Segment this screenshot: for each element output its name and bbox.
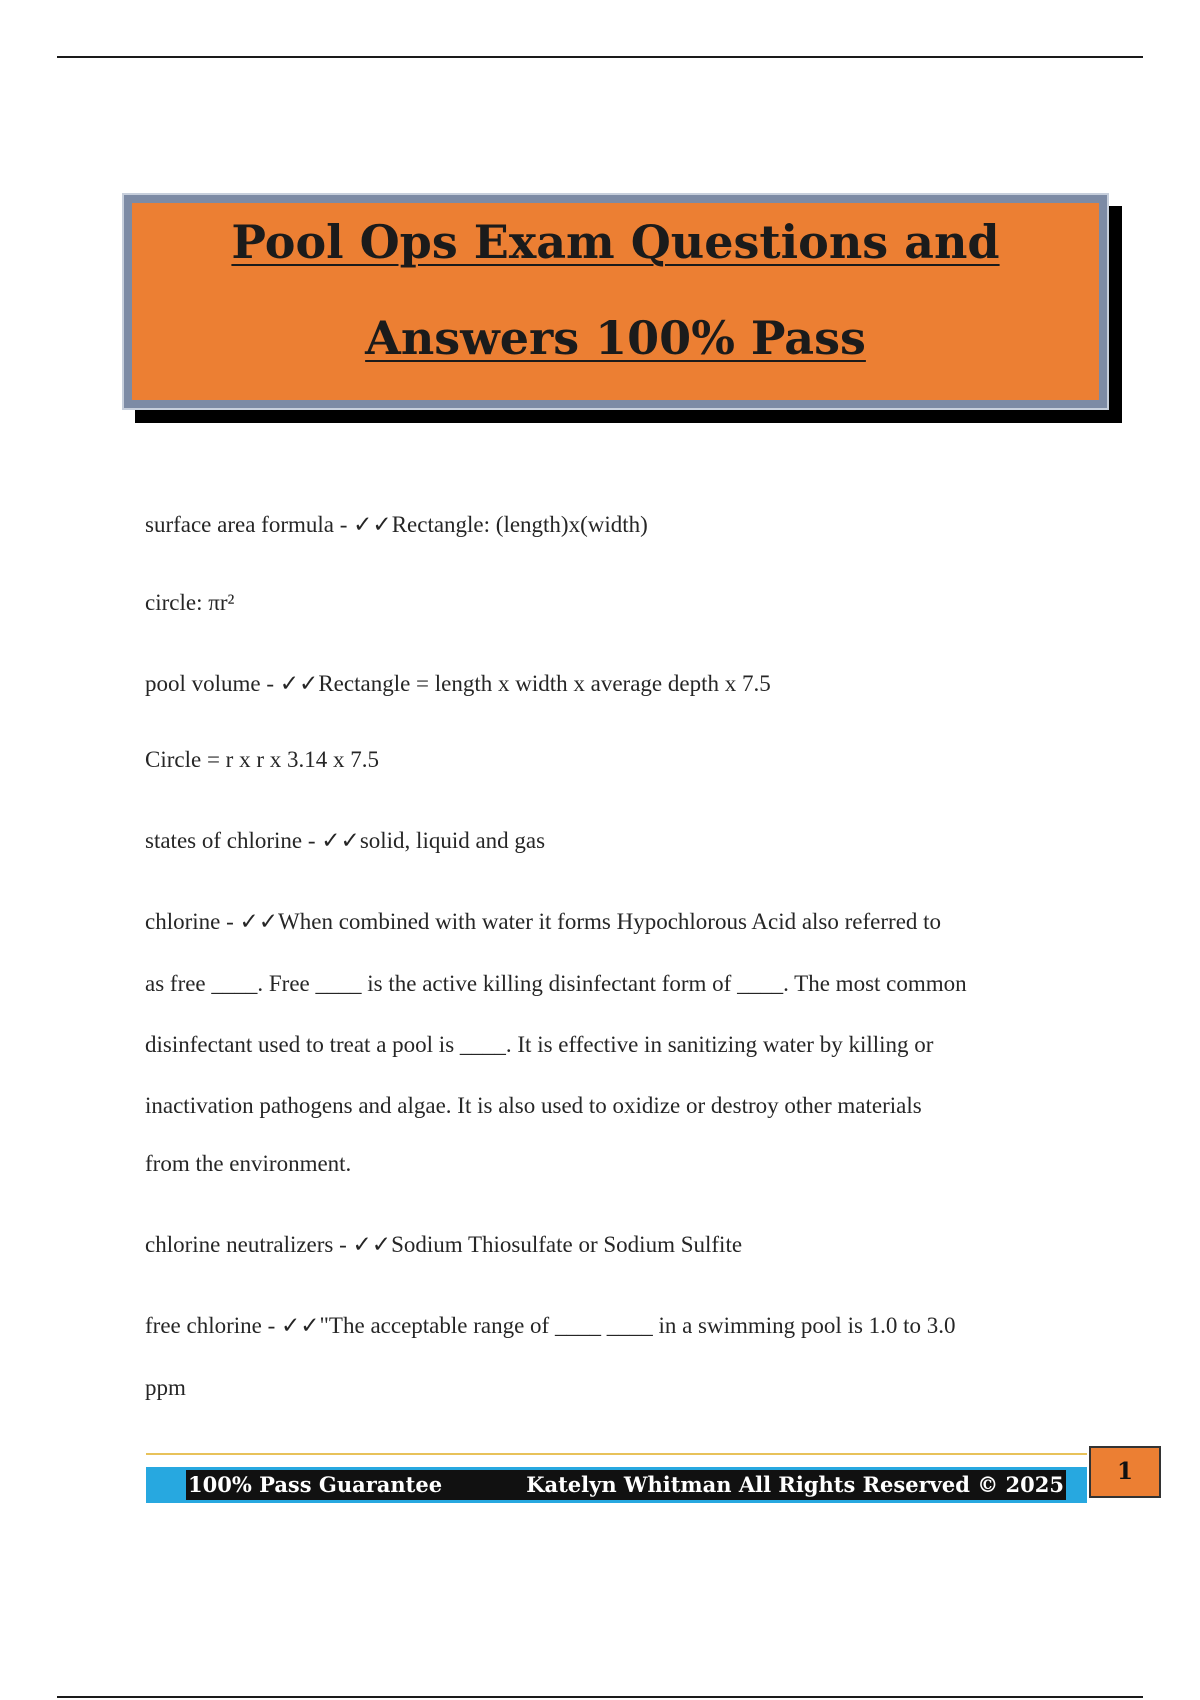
- qa-states-of-chlorine: states of chlorine - ✓✓solid, liquid and gas: [145, 828, 546, 853]
- qa-chlorine-line-2: as free ____. Free ____ is the active killing disinfectant form of ____. The most common: [145, 971, 967, 996]
- qa-free-chlorine-line-1: free chlorine - ✓✓"The acceptable range of ____ ____ in a swimming pool is 1.0 to 3.0: [145, 1313, 956, 1338]
- qa-chlorine-line-4: inactivation pathogens and algae. It is also used to oxidize or destroy other materials: [145, 1093, 922, 1118]
- qa-chlorine-line-5: from the environment.: [145, 1151, 352, 1176]
- top-rule: [57, 56, 1143, 58]
- qa-chlorine-line-1: chlorine - ✓✓When combined with water it forms Hypochlorous Acid also referred to: [145, 909, 942, 934]
- footer-guarantee: 100% Pass Guarantee: [188, 1472, 443, 1497]
- qa-surface-area: surface area formula - ✓✓Rectangle: (length)x(width): [145, 512, 648, 537]
- footer-rule: [146, 1453, 1087, 1455]
- title-line-2: Answers 100% Pass: [365, 311, 866, 365]
- footer-copyright: Katelyn Whitman All Rights Reserved © 2025: [526, 1472, 1064, 1497]
- title-box: [124, 195, 1107, 408]
- footer-bar: [146, 1467, 1087, 1503]
- qa-chlorine-neutralizers: chlorine neutralizers - ✓✓Sodium Thiosulfate or Sodium Sulfite: [145, 1232, 743, 1257]
- qa-circle-volume: Circle = r x r x 3.14 x 7.5: [145, 747, 379, 772]
- footer-inner: [186, 1470, 1066, 1500]
- page-number: 1: [1089, 1446, 1161, 1498]
- qa-free-chlorine-line-2: ppm: [145, 1375, 186, 1400]
- qa-circle-area: circle: πr²: [145, 590, 235, 615]
- bottom-rule: [57, 1696, 1143, 1698]
- qa-chlorine-line-3: disinfectant used to treat a pool is ____. It is effective in sanitizing water by killing or: [145, 1032, 934, 1057]
- qa-pool-volume: pool volume - ✓✓Rectangle = length x width x average depth x 7.5: [145, 671, 771, 696]
- title-line-1: Pool Ops Exam Questions and: [231, 215, 1000, 269]
